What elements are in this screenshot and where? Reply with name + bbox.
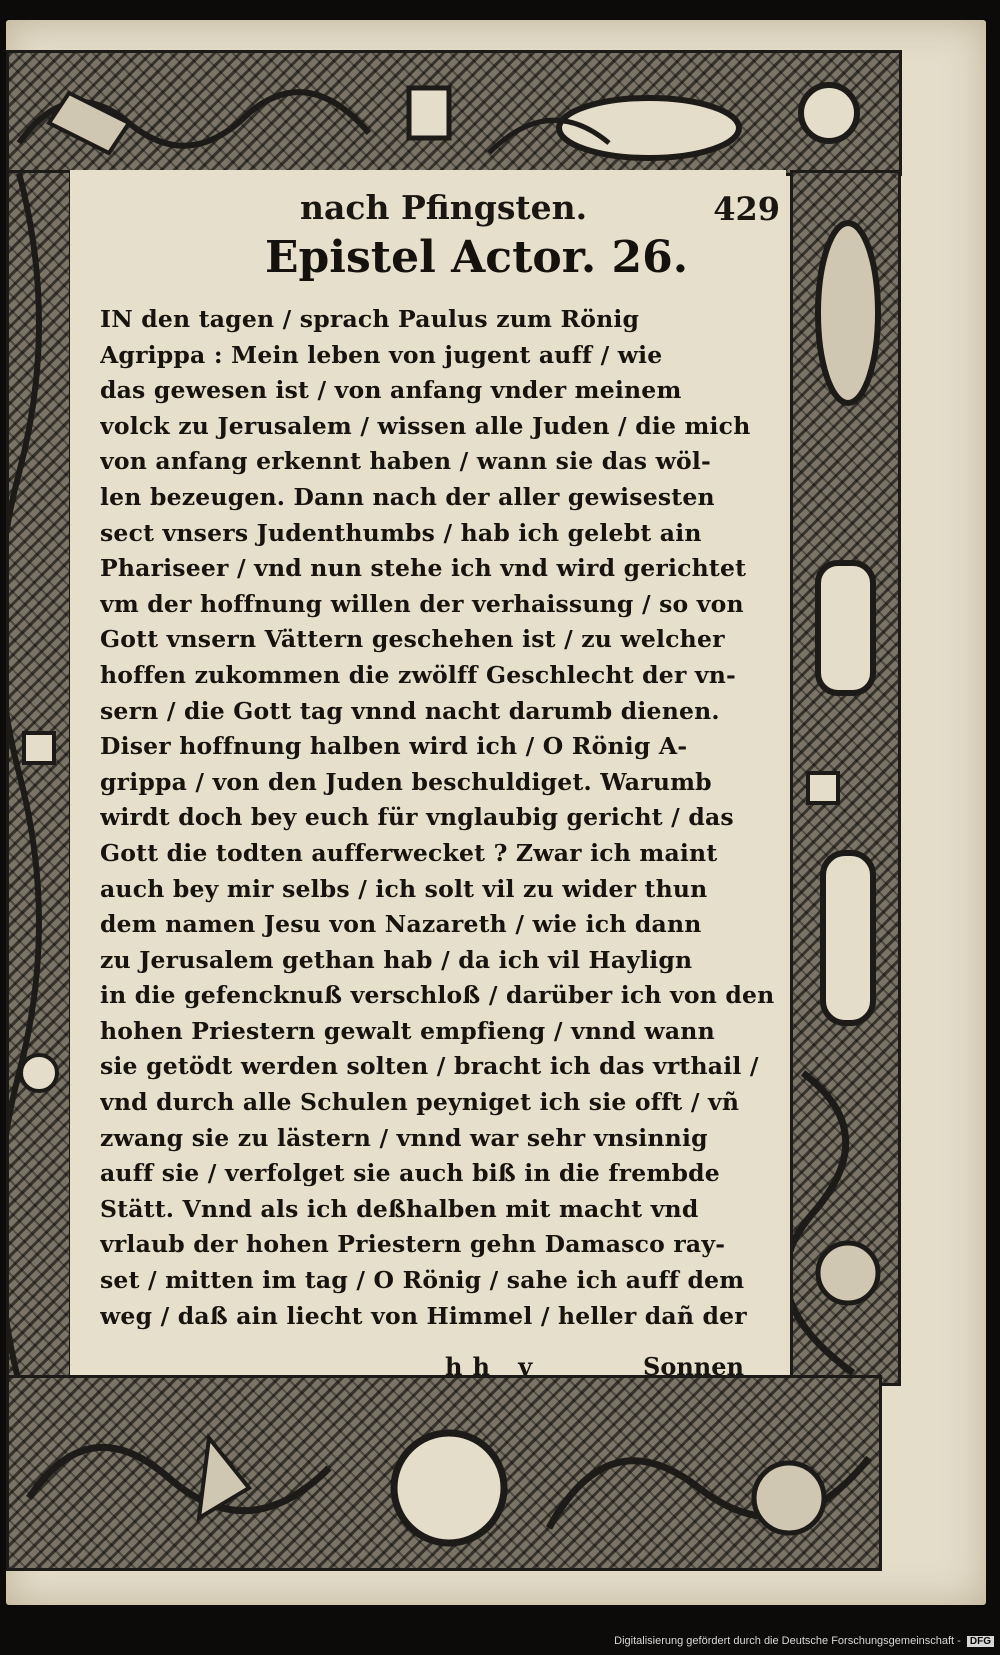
- text-line: in die gefencknuß verschloß / darüber ich von den: [100, 981, 775, 1010]
- section-heading: Epistel Actor. 26.: [265, 232, 689, 283]
- page-footer: [80, 1352, 780, 1388]
- text-line: vm der hoffnung willen der verhaissung / so von: [100, 589, 744, 618]
- text-line: sie getödt werden solten / bracht ich das vrthail /: [100, 1052, 759, 1081]
- digitization-credit: [614, 1635, 994, 1647]
- text-line: hoffen zukommen die zwölff Geschlecht der vn-: [100, 660, 736, 689]
- signature-mark: hh v: [445, 1352, 543, 1381]
- text-line: auch bey mir selbs / ich solt vil zu wider thun: [100, 874, 708, 903]
- credit-text: Digitalisierung gefördert durch die Deutsche Forschungsgemeinschaft -: [614, 1635, 961, 1647]
- text-line: set / mitten im tag / O Rönig / sahe ich auff dem: [100, 1266, 745, 1295]
- text-line: von anfang erkennt haben / wann sie das wöl-: [100, 447, 711, 476]
- text-line: len bezeugen. Dann nach der aller gewisesten: [100, 482, 715, 511]
- text-line: zwang sie zu lästern / vnnd war sehr vnsinnig: [100, 1123, 708, 1152]
- text-line: Stätt. Vnnd als ich deßhalben mit macht vnd: [100, 1194, 699, 1223]
- dfg-logo-icon: DFG: [967, 1636, 994, 1647]
- text-line: Gott die todten aufferwecket ? Zwar ich maint: [100, 838, 718, 867]
- woodcut-border-right: [790, 170, 901, 1386]
- text-line: Agrippa : Mein leben von jugent auff / wie: [100, 340, 663, 369]
- running-head: nach Pfingsten.: [300, 188, 588, 227]
- text-line: Diser hoffnung halben wird ich / O Rönig A-: [100, 732, 688, 761]
- woodcut-border-top: [6, 50, 902, 176]
- text-line: vrlaub der hohen Priestern gehn Damasco ray-: [100, 1230, 726, 1259]
- text-line: zu Jerusalem gethan hab / da ich vil Haylign: [100, 945, 693, 974]
- text-line: Phariseer / vnd nun stehe ich vnd wird gerichtet: [100, 554, 747, 583]
- text-line: grippa / von den Juden beschuldiget. Warumb: [100, 767, 712, 796]
- text-line: sect vnsers Judenthumbs / hab ich gelebt ain: [100, 518, 702, 547]
- text-line: weg / daß ain liecht von Himmel / heller dañ der: [100, 1301, 747, 1330]
- text-line: hohen Priestern gewalt empfieng / vnnd wann: [100, 1016, 715, 1045]
- text-line: dem namen Jesu von Nazareth / wie ich dann: [100, 910, 702, 939]
- text-line: auff sie / verfolget sie auch biß in die frembde: [100, 1159, 720, 1188]
- text-line: wirdt doch bey euch für vnglaubig gericht / das: [100, 803, 734, 832]
- text-line: IN den tagen / sprach Paulus zum Rönig: [100, 305, 640, 333]
- catchword: Sonnen: [643, 1352, 744, 1381]
- page-header: [80, 180, 780, 230]
- text-line: das gewesen ist / von anfang vnder meinem: [100, 376, 682, 405]
- woodcut-border-bottom: [6, 1375, 882, 1571]
- text-line: sern / die Gott tag vnnd nacht darumb dienen.: [100, 696, 720, 725]
- text-line: Gott vnsern Vättern geschehen ist / zu welcher: [100, 625, 725, 654]
- woodcut-border-left: [6, 170, 72, 1386]
- text-line: volck zu Jerusalem / wissen alle Juden / die mich: [100, 411, 751, 440]
- body-text: [100, 302, 780, 1334]
- page-number: 429: [713, 190, 780, 228]
- text-line: vnd durch alle Schulen peyniget ich sie offt / vñ: [100, 1088, 740, 1117]
